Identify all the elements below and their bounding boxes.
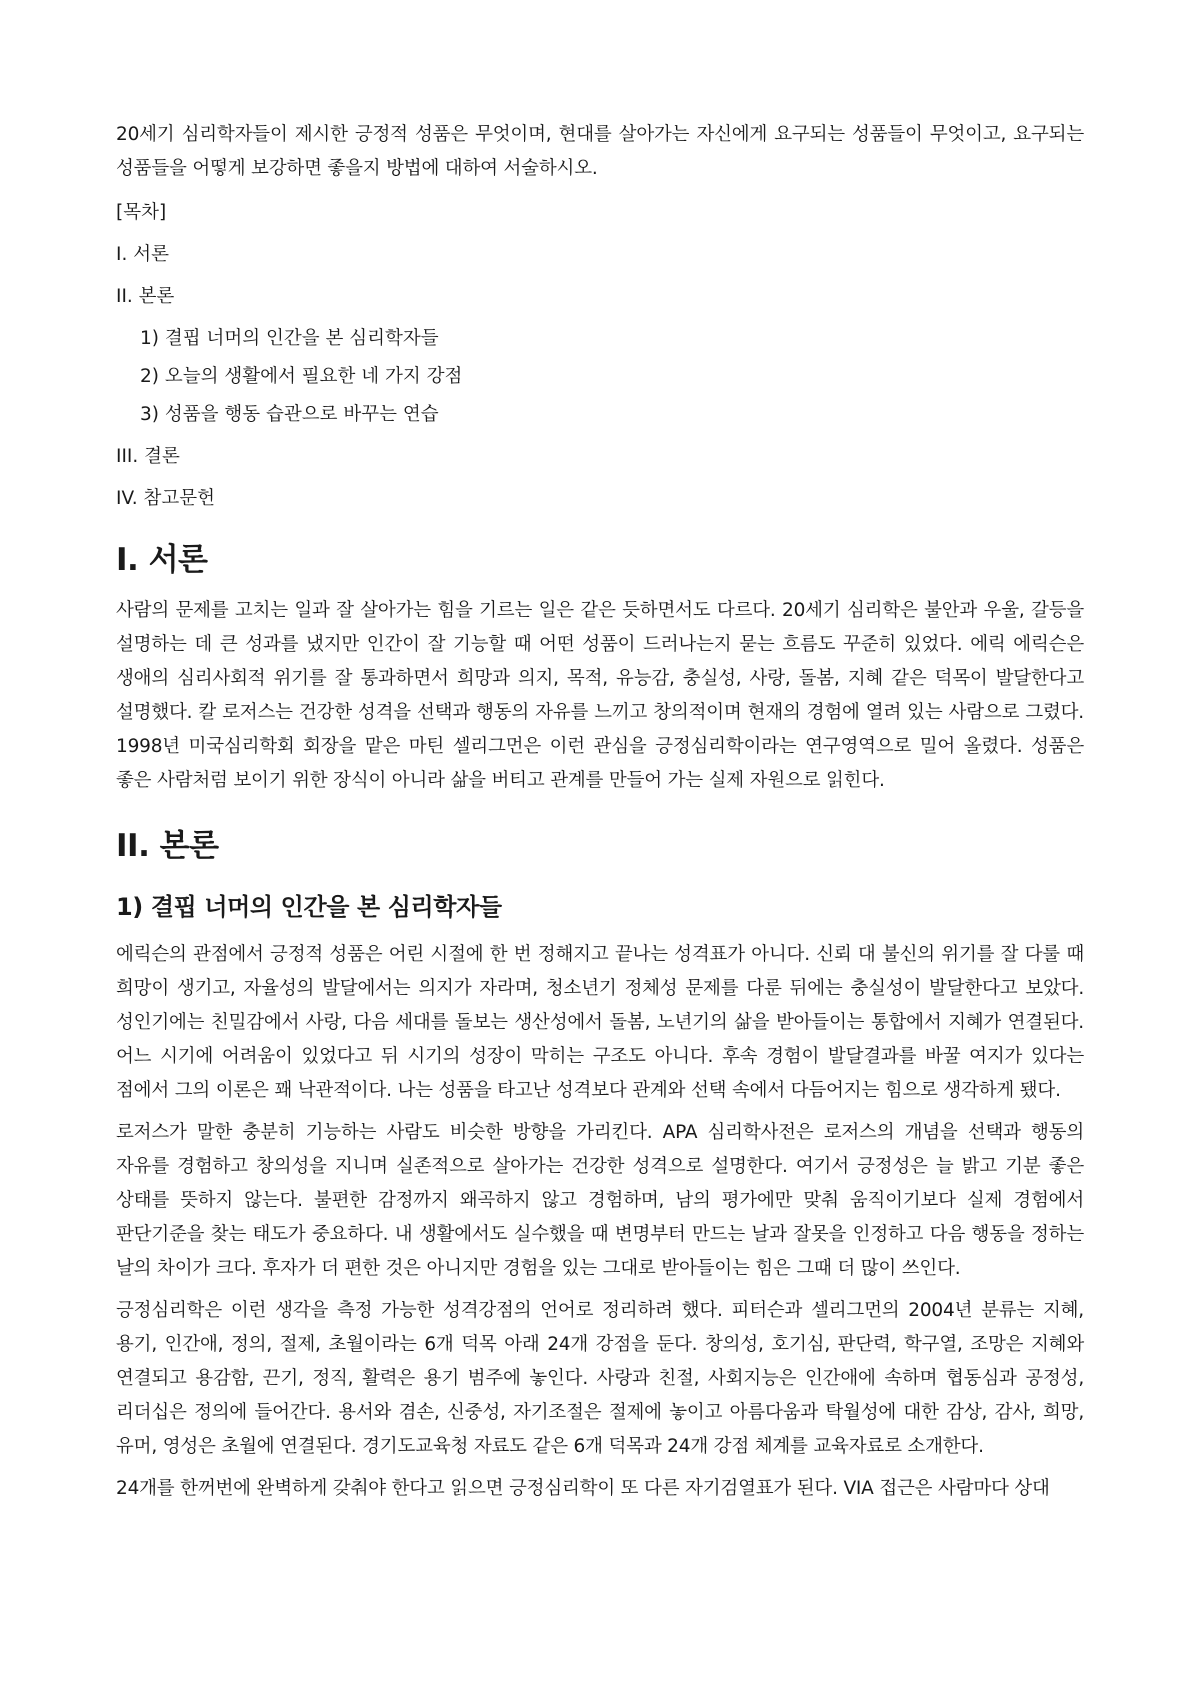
body-paragraph: 로저스가 말한 충분히 기능하는 사람도 비슷한 방향을 가리킨다. APA 심리학사전은 로저스의 개념을 선택과 행동의 자유를 경험하고 창의성을 지니며 실존적으로 살아가는 건강한 성격으로 설명한다. 여기서 긍정성은 늘 밝고 기분 좋은 상태를 뜻하지 않는다. 불편한 감정까지 왜곡하지 않고 경험하며, 남의 평가에만 맞춰 움직이기보다 실제 경험에서 판단기준을 찾는 태도가 중요하다. 내 생활에서도 실수했을 때 변명부터 만드는 날과 잘못을 인정하고 다음 행동을 정하는 날의 차이가 크다. 후자가 더 편한 것은 아니지만 경험을 있는 그대로 받아들이는 힘은 그때 더 많이 쓰인다. <box>116 1122 1084 1279</box>
toc-item-conclusion: III. 결론 <box>116 446 180 467</box>
body-paragraph: 24개를 한꺼번에 완벽하게 갖춰야 한다고 읽으면 긍정심리학이 또 다른 자기검열표가 된다. VIA 접근은 사람마다 상대 <box>116 1478 1050 1499</box>
toc-item-body-3: 3) 성품을 행동 습관으로 바꾸는 연습 <box>140 404 439 425</box>
essay-prompt: 20세기 심리학자들이 제시한 긍정적 성품은 무엇이며, 현대를 살아가는 자신에게 요구되는 성품들이 무엇이고, 요구되는 성품들을 어떻게 보강하면 좋을지 방법에 대하여 서술하시오. <box>116 124 1084 179</box>
toc-item-intro: I. 서론 <box>116 244 169 265</box>
body-paragraph: 긍정심리학은 이런 생각을 측정 가능한 성격강점의 언어로 정리하려 했다. 피터슨과 셀리그먼의 2004년 분류는 지혜, 용기, 인간애, 정의, 절제, 초월이라는 6개 덕목 아래 24개 강점을 둔다. 창의성, 호기심, 판단력, 학구열, 조망은 지혜와 연결되고 용감함, 끈기, 정직, 활력은 용기 범주에 놓인다. 사랑과 친절, 사회지능은 인간애에 속하며 협동심과 공정성, 리더십은 정의에 들어간다. 용서와 겸손, 신중성, 자기조절은 절제에 놓이고 아름다움과 탁월성에 대한 감상, 감사, 희망, 유머, 영성은 초월에 연결된다. 경기도교육청 자료도 같은 6개 덕목과 24개 강점 체계를 교육자료로 소개한다. <box>116 1300 1084 1457</box>
table-of-contents <box>116 240 1084 514</box>
toc-item-body: II. 본론 <box>116 286 175 307</box>
intro-paragraph: 사람의 문제를 고치는 일과 잘 살아가는 힘을 기르는 일은 같은 듯하면서도 다르다. 20세기 심리학은 불안과 우울, 갈등을 설명하는 데 큰 성과를 냈지만 인간이 잘 기능할 때 어떤 성품이 드러나는지 묻는 흐름도 꾸준히 있었다. 에릭 에릭슨은 생애의 심리사회적 위기를 잘 통과하면서 희망과 의지, 목적, 유능감, 충실성, 사랑, 돌봄, 지혜 같은 덕목이 발달한다고 설명했다. 칼 로저스는 건강한 성격을 선택과 행동의 자유를 느끼고 창의적이며 현재의 경험에 열려 있는 사람으로 그렸다. 1998년 미국심리학회 회장을 맡은 마틴 셀리그먼은 이런 관심을 긍정심리학이라는 연구영역으로 밀어 올렸다. 성품은 좋은 사람처럼 보이기 위한 장식이 아니라 삶을 버티고 관계를 만들어 가는 실제 자원으로 읽힌다. <box>116 600 1084 791</box>
toc-item-body-1: 1) 결핍 너머의 인간을 본 심리학자들 <box>140 328 439 349</box>
body-paragraph: 에릭슨의 관점에서 긍정적 성품은 어린 시절에 한 번 정해지고 끝나는 성격표가 아니다. 신뢰 대 불신의 위기를 잘 다룰 때 희망이 생기고, 자율성의 발달에서는 의지가 자라며, 청소년기 정체성 문제를 다룬 뒤에는 충실성이 발달한다고 보았다. 성인기에는 친밀감에서 사랑, 다음 세대를 돌보는 생산성에서 돌봄, 노년기의 삶을 받아들이는 통합에서 지혜가 연결된다. 어느 시기에 어려움이 있었다고 뒤 시기의 성장이 막히는 구조도 아니다. 후속 경험이 발달결과를 바꿀 여지가 있다는 점에서 그의 이론은 꽤 낙관적이다. 나는 성품을 타고난 성격보다 관계와 선택 속에서 다듬어지는 힘으로 생각하게 됐다. <box>116 944 1084 1101</box>
section-heading-intro: I. 서론 <box>116 542 208 578</box>
subsection-heading-1: 1) 결핍 너머의 인간을 본 심리학자들 <box>116 893 502 921</box>
toc-item-references: IV. 참고문헌 <box>116 488 215 509</box>
toc-title: [목차] <box>116 202 167 223</box>
toc-item-body-2: 2) 오늘의 생활에서 필요한 네 가지 강점 <box>140 366 463 387</box>
section-heading-body: II. 본론 <box>116 828 219 864</box>
